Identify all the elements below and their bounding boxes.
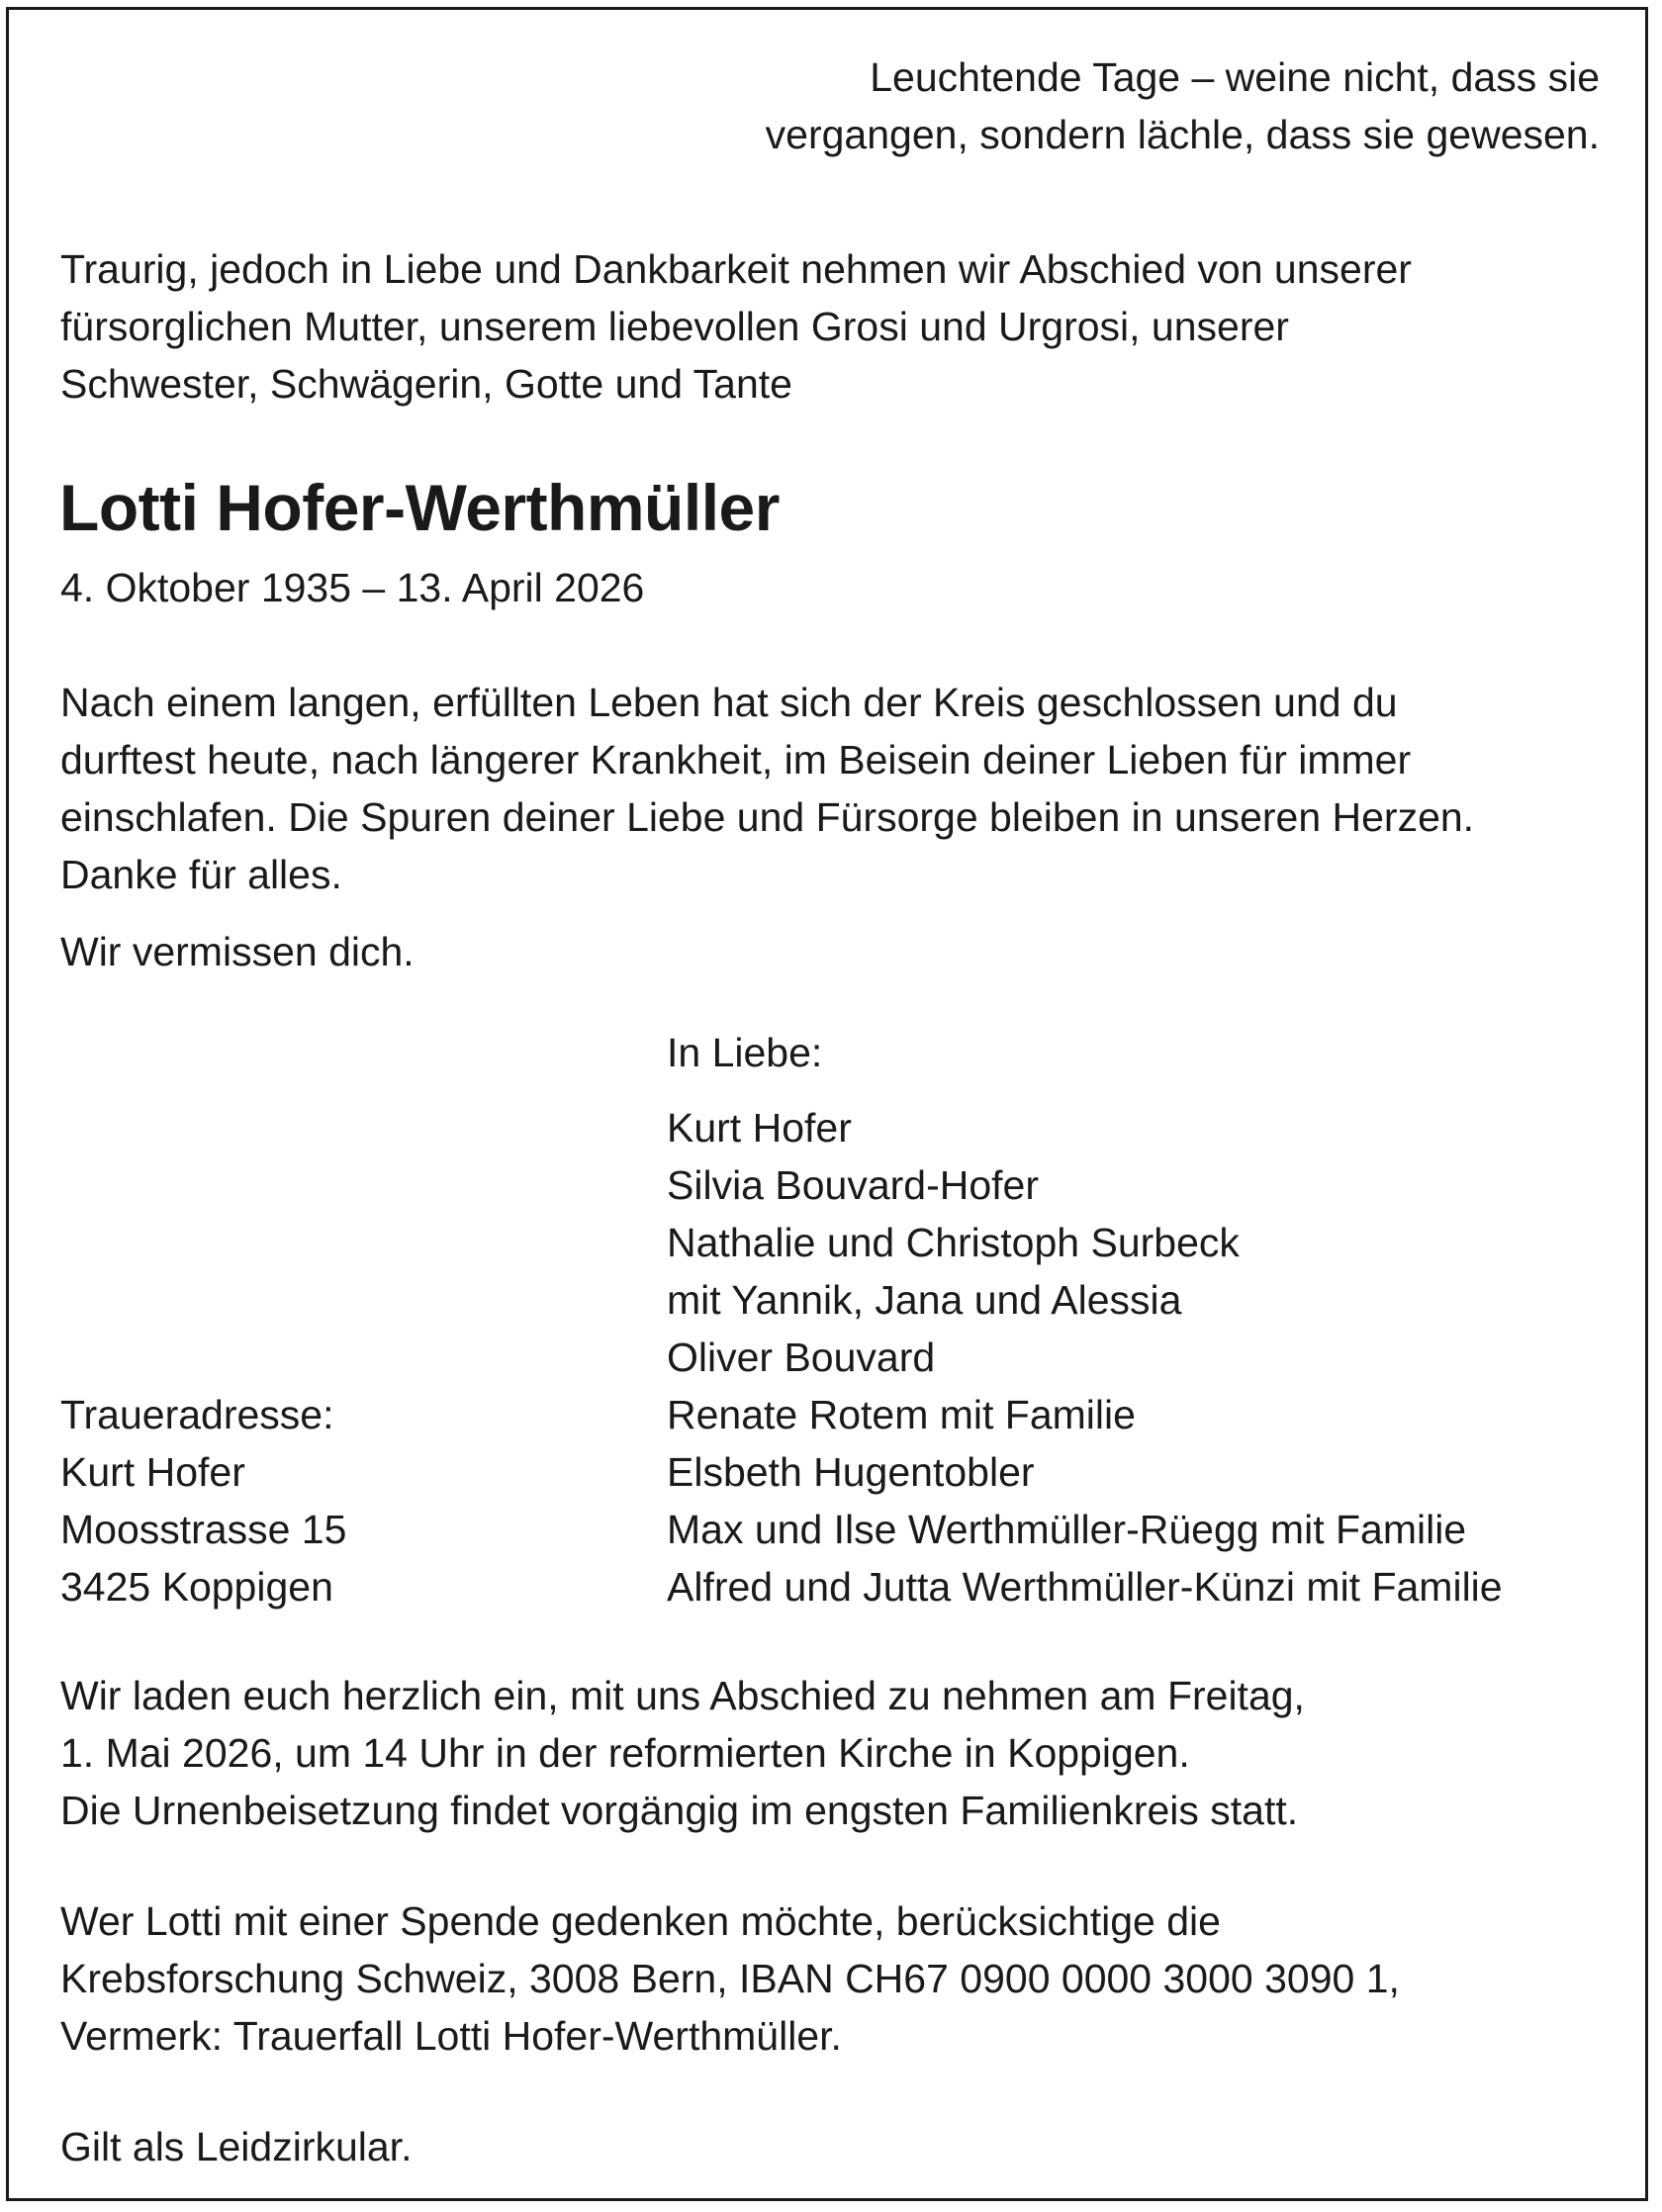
address-heading: Traueradresse: — [60, 1392, 334, 1437]
intro-line-3: Schwester, Schwägerin, Gotte und Tante — [60, 361, 792, 407]
life-dates: 4. Oktober 1935 – 13. April 2026 — [60, 565, 645, 610]
mourner-name: mit Yannik, Jana und Alessia — [667, 1277, 1182, 1323]
ceremony-line-2: 1. Mai 2026, um 14 Uhr in der reformierten Kirche in Koppigen. — [60, 1730, 1190, 1776]
motto-line-1: Leuchtende Tage – weine nicht, dass sie — [870, 54, 1600, 100]
donation-line-1: Wer Lotti mit einer Spende gedenken möchte, berücksichtige die — [60, 1898, 1221, 1944]
mourner-name: Alfred und Jutta Werthmüller-Künzi mit Familie — [667, 1564, 1503, 1610]
ceremony-line-3: Die Urnenbeisetzung findet vorgängig im engsten Familienkreis statt. — [60, 1788, 1299, 1833]
mourner-name: Kurt Hofer — [667, 1105, 852, 1151]
tribute-line-1: Nach einem langen, erfüllten Leben hat sich der Kreis geschlossen und du — [60, 680, 1398, 725]
motto-line-2: vergangen, sondern lächle, dass sie gewesen. — [765, 112, 1600, 157]
tribute-line-3: einschlafen. Die Spuren deiner Liebe und Fürsorge bleiben in unseren Herzen. — [60, 794, 1475, 840]
ceremony-line-1: Wir laden euch herzlich ein, mit uns Abschied zu nehmen am Freitag, — [60, 1673, 1305, 1718]
mourner-name: Oliver Bouvard — [667, 1335, 936, 1380]
intro-line-2: fürsorglichen Mutter, unserem liebevollen Grosi und Urgrosi, unserer — [60, 304, 1289, 349]
mourner-name: Nathalie und Christoph Surbeck — [667, 1220, 1240, 1265]
miss-you: Wir vermissen dich. — [60, 929, 415, 974]
donation-line-3: Vermerk: Trauerfall Lotti Hofer-Werthmüller. — [60, 2013, 842, 2059]
address-line: Moosstrasse 15 — [60, 1507, 347, 1552]
address-line: Kurt Hofer — [60, 1449, 245, 1495]
deceased-name: Lotti Hofer-Werthmüller — [59, 471, 780, 544]
intro-line-1: Traurig, jedoch in Liebe und Dankbarkeit nehmen wir Abschied von unserer — [60, 246, 1412, 292]
mourner-name: Elsbeth Hugentobler — [667, 1449, 1035, 1495]
tribute-line-2: durftest heute, nach längerer Krankheit, im Beisein deiner Lieben für immer — [60, 737, 1412, 783]
mourners-heading: In Liebe: — [667, 1030, 823, 1075]
tribute-line-4: Danke für alles. — [60, 852, 342, 897]
mourner-name: Max und Ilse Werthmüller-Rüegg mit Familie — [667, 1507, 1467, 1552]
mourner-name: Silvia Bouvard-Hofer — [667, 1162, 1039, 1208]
address-line: 3425 Koppigen — [60, 1564, 333, 1610]
donation-line-2: Krebsforschung Schweiz, 3008 Bern, IBAN CH67 0900 0000 3000 3090 1, — [60, 1956, 1400, 2001]
mourner-name: Renate Rotem mit Familie — [667, 1392, 1136, 1437]
circular-note: Gilt als Leidzirkular. — [60, 2124, 413, 2169]
